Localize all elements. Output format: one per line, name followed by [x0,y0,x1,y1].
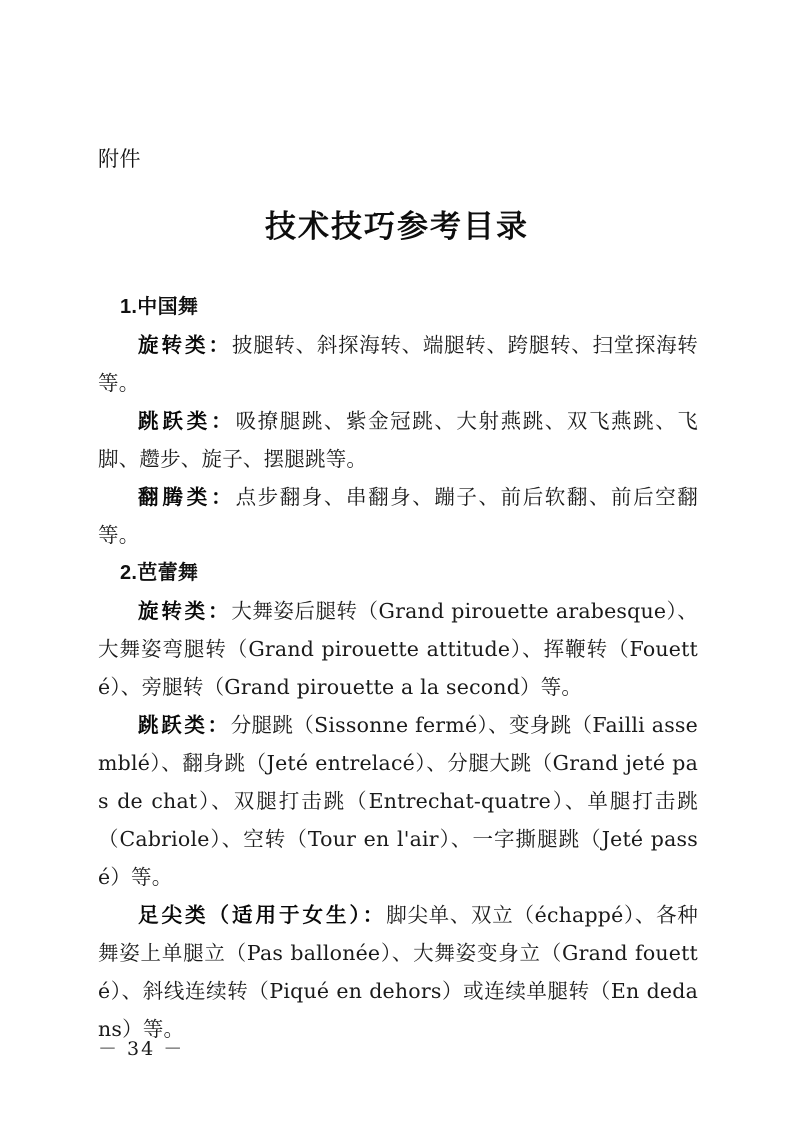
page-title: 技术技巧参考目录 [265,209,529,244]
category-text-turns-ballet: 大舞姿后腿转（Grand pirouette arabesque）、大舞姿弯腿转（Grand pirouette attitude）、挥鞭转（Fouetté）、旁腿转（Grand pirouette a la second）等。 [98,599,699,699]
category-text-pointe-ballet: 脚尖单、双立（échappé）、各种舞姿上单腿立（Pas ballonée）、大舞姿变身立（Grand fouetté）、斜线连续转（Piqué en dehors）或连续单腿转（En dedans）等。 [98,903,699,1041]
attachment-label: 附件 [98,148,141,171]
category-text-jumps-ballet: 分腿跳（Sissonne fermé）、变身跳（Failli assemblé）、翻身跳（Jeté entrelacé）、分腿大跳（Grand jeté pas de chat）、双腿打击跳（Entrechat-quatre）、单腿打击跳（Cabriole）、空转（Tour en l'air）、一字撕腿跳（Jeté passé）等。 [98,713,698,889]
category-label-pointe-ballet: 足尖类（适用于女生）： [138,903,387,927]
category-label-jumps-cn: 跳跃类： [138,409,236,433]
paragraph-chinese-turns [98,326,698,402]
category-text-turns-cn: 披腿转、斜探海转、端腿转、跨腿转、扫堂探海转等。 [98,333,698,395]
paragraph-chinese-tumbling [98,478,698,554]
paragraph-ballet-pointe [98,896,698,1048]
category-label-turns-cn: 旋转类： [138,333,233,357]
category-label-jumps-ballet: 跳跃类： [138,713,231,737]
category-label-turns-ballet: 旋转类： [138,599,232,623]
page-number-footer: － 34 － [98,1038,185,1060]
paragraph-ballet-jumps [98,706,698,896]
section-heading-chinese-dance: 1.中国舞 [120,296,199,318]
section-heading-ballet: 2.芭蕾舞 [120,562,199,584]
category-text-jumps-cn: 吸撩腿跳、紫金冠跳、大射燕跳、双飞燕跳、飞脚、趱步、旋子、摆腿跳等。 [98,409,699,471]
paragraph-chinese-jumps [98,402,698,478]
document-body [98,288,698,1048]
category-label-tumbling-cn: 翻腾类： [138,485,236,509]
paragraph-ballet-turns [98,592,698,706]
category-text-tumbling-cn: 点步翻身、串翻身、蹦子、前后软翻、前后空翻等。 [98,485,699,547]
